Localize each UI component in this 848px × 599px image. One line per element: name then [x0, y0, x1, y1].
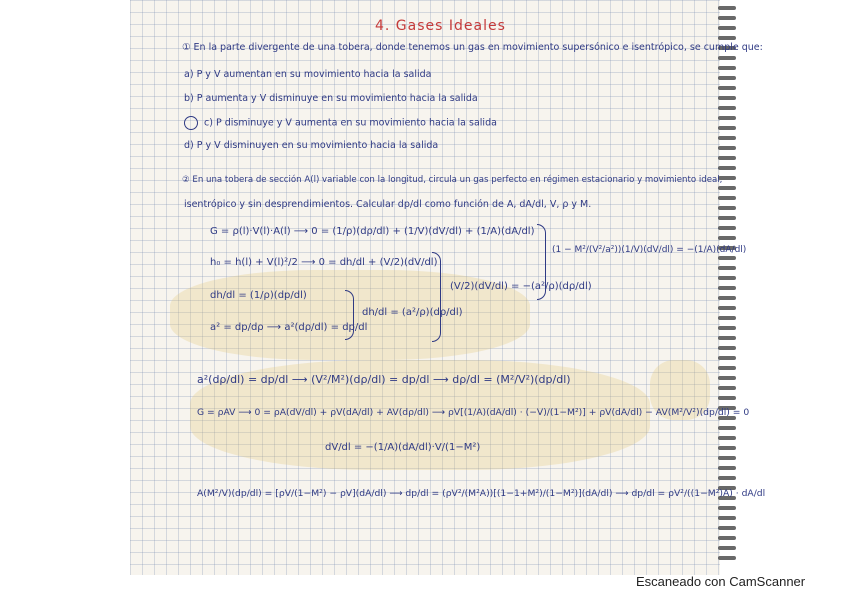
- spiral-ring: [718, 196, 736, 200]
- spiral-ring: [718, 306, 736, 310]
- option-text: P disminuye y V aumenta en su movimiento hacia la salida: [216, 117, 497, 129]
- spiral-ring: [718, 526, 736, 530]
- page-title: 4. Gases Ideales: [375, 18, 506, 34]
- spiral-ring: [718, 86, 736, 90]
- question-1-option-d: [184, 140, 438, 151]
- spiral-ring: [718, 296, 736, 300]
- option-label: a): [184, 69, 194, 80]
- spiral-ring: [718, 116, 736, 120]
- spiral-ring: [718, 476, 736, 480]
- spiral-ring: [718, 426, 736, 430]
- question-2-prompt-line-2: isentrópico y sin desprendimientos. Calcular dp/dl como función de A, dA/dl, V, ρ y M.: [184, 199, 592, 210]
- spiral-ring: [718, 226, 736, 230]
- spiral-ring: [718, 146, 736, 150]
- option-label: c): [204, 117, 213, 129]
- option-label: b): [184, 93, 194, 104]
- spiral-ring: [718, 256, 736, 260]
- spiral-ring: [718, 366, 736, 370]
- spiral-ring: [718, 236, 736, 240]
- equation-velocity-gradient: dV/dl = −(1/A)(dA/dl)·V/(1−M²): [325, 442, 481, 453]
- option-label: d): [184, 140, 194, 151]
- spiral-ring: [718, 376, 736, 380]
- question-1-option-b: [184, 93, 478, 104]
- spiral-ring: [718, 436, 736, 440]
- spiral-ring: [718, 106, 736, 110]
- spiral-ring: [718, 96, 736, 100]
- spiral-ring: [718, 156, 736, 160]
- spiral-ring: [718, 346, 736, 350]
- question-1-option-c: [184, 116, 497, 130]
- spiral-ring: [718, 66, 736, 70]
- spiral-ring: [718, 126, 736, 130]
- spiral-ring: [718, 6, 736, 10]
- spiral-ring: [718, 26, 736, 30]
- spiral-ring: [718, 556, 736, 560]
- equation-area-velocity: (1 − M²/(V²/a²))(1/V)(dV/dl) = −(1/A)(dA/dl): [552, 245, 747, 255]
- spiral-ring: [718, 516, 736, 520]
- spiral-ring: [718, 466, 736, 470]
- equation-density-pressure: a²(dρ/dl) = dp/dl ⟶ (V²/M²)(dρ/dl) = dp/dl ⟶ dρ/dl = (M²/V²)(dp/dl): [197, 373, 571, 386]
- equation-enthalpy-pressure: dh/dl = (1/ρ)(dp/dl): [210, 290, 307, 301]
- equation-mass-flow-expanded: G = ρAV ⟶ 0 = ρA(dV/dl) + ρV(dA/dl) + AV(dρ/dl) ⟶ ρV[(1/A)(dA/dl) · (−V)/(1−M²)] + ρV(dA/dl) − AV(M²/V²)(dp/dl) = 0: [197, 407, 750, 418]
- brace: [345, 290, 354, 340]
- spiral-ring: [718, 266, 736, 270]
- spiral-ring: [718, 316, 736, 320]
- spiral-ring: [718, 546, 736, 550]
- equation-final-result: A(M²/V)(dp/dl) = [ρV/(1−M²) − ρV](dA/dl) ⟶ dp/dl = (ρV²/(M²A))[(1−1+M²)/(1−M²)](dA/dl) ⟶ dp/dl = ρV²/((1−M²)A) · dA/dl: [197, 488, 766, 499]
- brace: [432, 252, 441, 342]
- spiral-ring: [718, 186, 736, 190]
- brace: [537, 224, 546, 300]
- equation-stagnation-enthalpy: h₀ = h(l) + V(l)²/2 ⟶ 0 = dh/dl + (V/2)(dV/dl): [210, 257, 438, 268]
- spiral-ring: [718, 396, 736, 400]
- spiral-ring: [718, 136, 736, 140]
- spiral-ring: [718, 336, 736, 340]
- spiral-ring: [718, 446, 736, 450]
- spiral-ring: [718, 386, 736, 390]
- question-2-prompt-line-1: ② En una tobera de sección A(l) variable con la longitud, circula un gas perfecto en régimen estacionario y movimiento ideal,: [182, 175, 723, 185]
- spiral-ring: [718, 326, 736, 330]
- spiral-ring: [718, 356, 736, 360]
- spiral-ring: [718, 286, 736, 290]
- spiral-ring: [718, 536, 736, 540]
- selected-answer-circle: [184, 116, 198, 130]
- spiral-ring: [718, 506, 736, 510]
- option-text: P y V disminuyen en su movimiento hacia la salida: [196, 140, 439, 151]
- spiral-ring: [718, 16, 736, 20]
- spiral-ring: [718, 276, 736, 280]
- equation-sound-speed: a² = dp/dρ ⟶ a²(dρ/dl) = dp/dl: [210, 322, 368, 333]
- spiral-ring: [718, 206, 736, 210]
- equation-velocity-density: (V/2)(dV/dl) = −(a²/ρ)(dρ/dl): [450, 281, 592, 292]
- spiral-ring: [718, 76, 736, 80]
- spiral-ring: [718, 56, 736, 60]
- spiral-ring: [718, 166, 736, 170]
- question-1-option-a: [184, 69, 431, 80]
- equation-mass-flow: G = ρ(l)·V(l)·A(l) ⟶ 0 = (1/ρ)(dρ/dl) + (1/V)(dV/dl) + (1/A)(dA/dl): [210, 226, 535, 237]
- spiral-binding: [712, 0, 742, 570]
- spiral-ring: [718, 36, 736, 40]
- spiral-ring: [718, 216, 736, 220]
- question-1-prompt: ① En la parte divergente de una tobera, donde tenemos un gas en movimiento supersónico e isentrópico, se cumple que:: [182, 42, 763, 53]
- spiral-ring: [718, 456, 736, 460]
- equation-enthalpy-density: dh/dl = (a²/ρ)(dρ/dl): [362, 307, 463, 318]
- option-text: P y V aumentan en su movimiento hacia la salida: [196, 69, 432, 80]
- option-text: P aumenta y V disminuye en su movimiento hacia la salida: [196, 93, 478, 104]
- scanner-watermark: Escaneado con CamScanner: [636, 574, 806, 589]
